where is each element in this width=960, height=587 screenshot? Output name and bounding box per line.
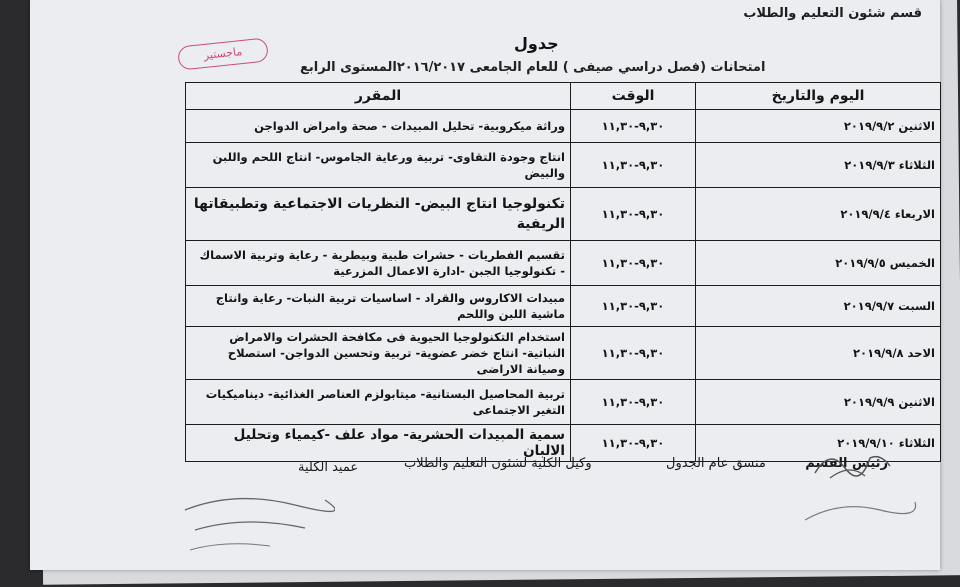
document-page bbox=[30, 0, 940, 570]
table-row bbox=[186, 241, 941, 286]
exam-schedule-table bbox=[185, 82, 941, 462]
table-header-row bbox=[186, 83, 941, 110]
day-cell: السبت ٢٠١٩/٩/٧ bbox=[696, 286, 941, 327]
table-row bbox=[186, 327, 941, 380]
day-cell: الاثنين ٢٠١٩/٩/٢ bbox=[696, 110, 941, 143]
table-row bbox=[186, 188, 941, 241]
course-cell: تكنولوجيا انتاج البيض- النظريات الاجتماعية وتطبيقاتها الريفية bbox=[186, 188, 571, 241]
signature-label-vice-dean: وكيل الكلية لشئون التعليم والطلاب bbox=[404, 456, 592, 471]
handwritten-signature bbox=[175, 480, 335, 560]
day-cell: الاربعاء ٢٠١٩/٩/٤ bbox=[696, 188, 941, 241]
handwritten-signature bbox=[800, 480, 920, 540]
day-cell: الاحد ٢٠١٩/٩/٨ bbox=[696, 327, 941, 380]
course-cell: تقسيم الفطريات - حشرات طبية وبيطرية - رعاية وتربية الاسماك - تكنولوجيا الجبن -ادارة الاعمال المزرعية bbox=[186, 241, 571, 286]
department-header: قسم شئون التعليم والطلاب bbox=[743, 6, 922, 21]
time-cell: ٩,٣٠-١١,٣٠ bbox=[571, 110, 696, 143]
time-cell: ٩,٣٠-١١,٣٠ bbox=[571, 188, 696, 241]
course-cell: مبيدات الاكاروس والقراد - اساسيات تربية النبات- رعاية وانتاج ماشية اللبن واللحم bbox=[186, 286, 571, 327]
course-cell: انتاج وجودة التقاوى- تربية ورعاية الجاموس- انتاج اللحم واللبن والبيض bbox=[186, 143, 571, 188]
day-cell: الثلاثاء ٢٠١٩/٩/٣ bbox=[696, 143, 941, 188]
time-cell: ٩,٣٠-١١,٣٠ bbox=[571, 327, 696, 380]
day-cell: الاثنين ٢٠١٩/٩/٩ bbox=[696, 380, 941, 425]
time-cell: ٩,٣٠-١١,٣٠ bbox=[571, 380, 696, 425]
signature-label-coordinator: منسق عام الجدول bbox=[666, 456, 766, 471]
table-row bbox=[186, 110, 941, 143]
time-cell: ٩,٣٠-١١,٣٠ bbox=[571, 286, 696, 327]
column-header-course: المقرر bbox=[186, 83, 571, 110]
column-header-time: الوقت bbox=[571, 83, 696, 110]
day-cell: الخميس ٢٠١٩/٩/٥ bbox=[696, 241, 941, 286]
table-row bbox=[186, 143, 941, 188]
day-cell: الثلاثاء ٢٠١٩/٩/١٠ bbox=[696, 425, 941, 462]
time-cell: ٩,٣٠-١١,٣٠ bbox=[571, 241, 696, 286]
page-subtitle: امتحانات (فصل دراسي صيفى ) للعام الجامعى ٢٠١٦/٢٠١٧المستوى الرابع bbox=[300, 60, 766, 75]
course-cell: استخدام التكنولوجيا الحيوية فى مكافحة الحشرات والامراض النباتية- انتاج خضر عضوية- تربية وتحسين الدواجن- استصلاح وصيانة الاراضى bbox=[186, 327, 571, 380]
signature-label-dean: عميد الكلية bbox=[298, 460, 359, 475]
table-row bbox=[186, 286, 941, 327]
time-cell: ٩,٣٠-١١,٣٠ bbox=[571, 143, 696, 188]
column-header-day: اليوم والتاريخ bbox=[696, 83, 941, 110]
handwritten-stamp: ماجستير bbox=[177, 37, 269, 70]
page-title: جدول bbox=[514, 34, 559, 53]
time-cell: ٩,٣٠-١١,٣٠ bbox=[571, 425, 696, 462]
signature-label-department-head: رئيس القسم bbox=[805, 456, 888, 471]
course-cell: وراثة ميكروبية- تحليل المبيدات - صحة وامراض الدواجن bbox=[186, 110, 571, 143]
course-cell: سمية المبيدات الحشرية- مواد علف -كيمياء وتحليل الالبان bbox=[186, 425, 571, 462]
course-cell: تربية المحاصيل البستانية- ميتابولزم العناصر الغذائية- ديناميكيات التغير الاجتماعى bbox=[186, 380, 571, 425]
table-row bbox=[186, 380, 941, 425]
